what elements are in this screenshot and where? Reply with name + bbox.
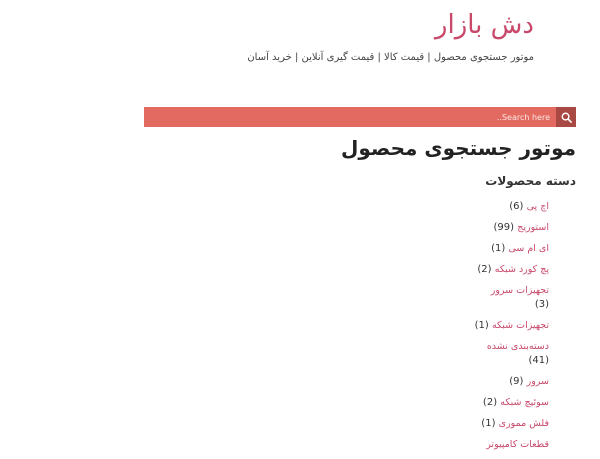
list-item — [439, 396, 549, 410]
category-link[interactable]: ای ام سی — [508, 243, 549, 254]
category-count: (99) — [493, 222, 515, 233]
list-item — [439, 221, 549, 235]
site-title[interactable]: دش بازار — [434, 10, 534, 40]
category-link[interactable]: قطعات کامپیوتر — [486, 439, 549, 450]
list-item — [439, 417, 549, 431]
category-link[interactable]: تجهیزات شبکه — [491, 320, 549, 331]
category-link[interactable]: استوریج — [517, 222, 549, 233]
category-count: (9) — [509, 376, 524, 387]
category-count: (6) — [509, 201, 524, 212]
category-count: (2) — [482, 397, 498, 408]
list-item — [439, 263, 549, 277]
category-list — [439, 200, 549, 459]
list-item — [439, 375, 549, 389]
category-link[interactable]: فلش مموری — [498, 418, 549, 429]
category-count: (1) — [491, 243, 506, 254]
category-link[interactable]: اچ پی — [526, 201, 549, 212]
list-item — [439, 340, 549, 368]
category-count: (3) — [534, 299, 549, 310]
page-title: موتور جستجوی محصول — [340, 136, 576, 160]
search-icon — [561, 112, 572, 123]
search-button[interactable] — [556, 107, 576, 127]
category-link[interactable]: پچ کورد شبکه — [494, 264, 549, 275]
category-count: (2) — [477, 264, 492, 275]
category-link[interactable]: سوئیچ شبکه — [500, 397, 549, 408]
categories-heading: دسته محصولات — [485, 174, 576, 188]
list-item — [439, 284, 549, 312]
search-bar — [144, 107, 576, 127]
list-item — [439, 200, 549, 214]
category-link[interactable]: سرور — [526, 376, 549, 387]
category-link[interactable]: تجهیزات سرور — [490, 285, 549, 296]
category-count: (41) — [528, 355, 549, 366]
list-item — [439, 319, 549, 333]
category-link[interactable]: دسته‌بندی نشده — [486, 341, 549, 352]
list-item — [439, 242, 549, 256]
category-count: (1) — [474, 320, 489, 331]
search-input[interactable] — [144, 107, 556, 127]
site-description: موتور جستجوی محصول | قیمت کالا | قیمت گیری آنلاین | خرید آسان — [247, 52, 534, 63]
category-count: (1) — [481, 418, 496, 429]
